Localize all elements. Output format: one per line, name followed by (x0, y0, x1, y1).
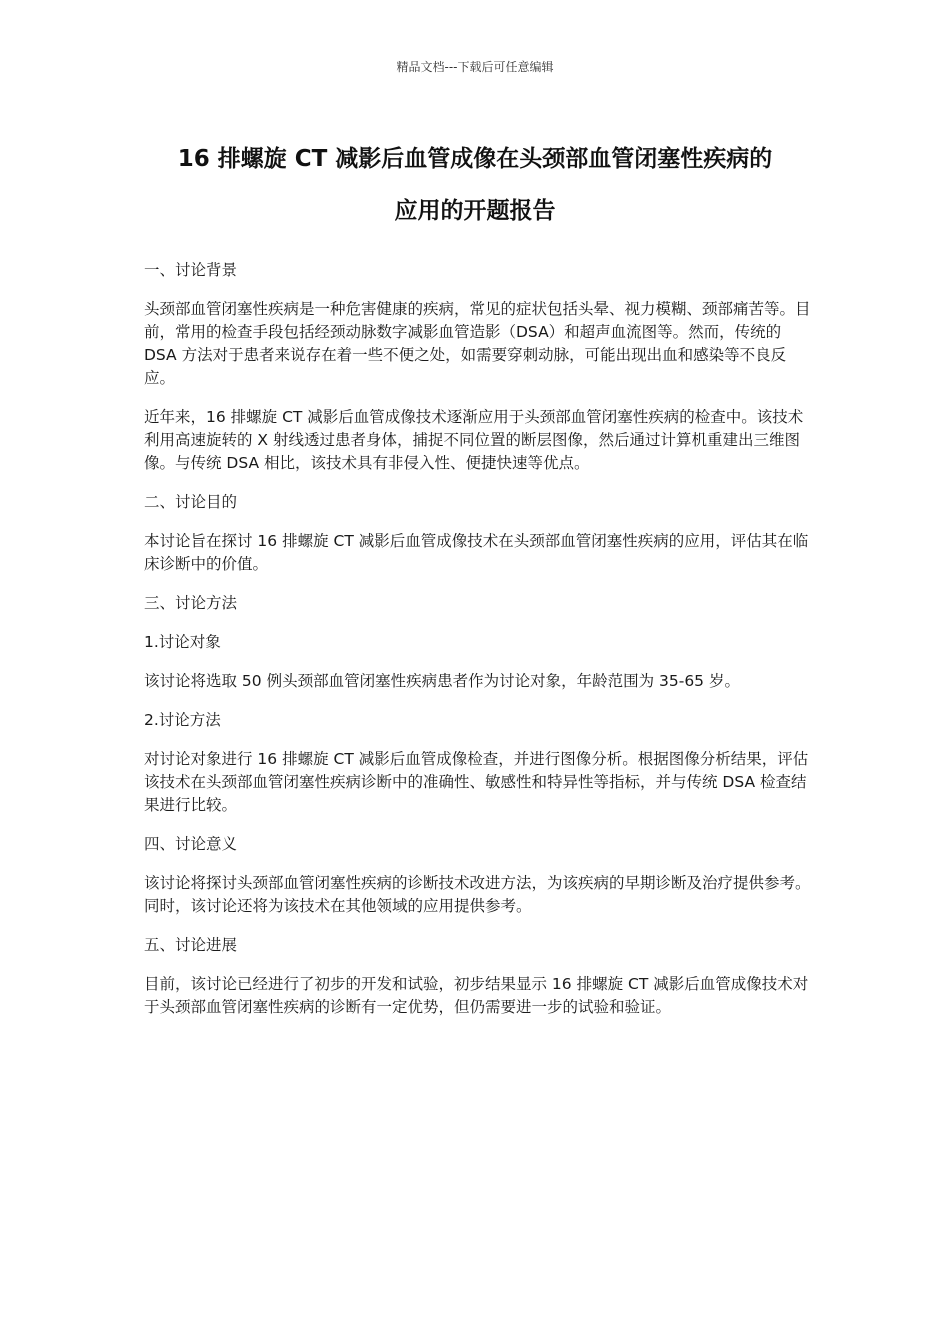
section-heading-progress: 五、讨论进展 (144, 936, 238, 954)
section-heading-significance: 四、讨论意义 (144, 835, 238, 853)
paragraph-purpose: 本讨论旨在探讨 16 排螺旋 CT 减影后血管成像技术在头颈部血管闭塞性疾病的应用，评估其在临床诊断中的价值。 (144, 532, 809, 573)
header-note: 精品文档---下载后可任意编辑 (396, 60, 554, 74)
paragraph-method-approach: 对讨论对象进行 16 排螺旋 CT 减影后血管成像检查，并进行图像分析。根据图像分析结果，评估该技术在头颈部血管闭塞性疾病诊断中的准确性、敏感性和特异性等指标，并与传统 DSA 检查结果进行比较。 (144, 750, 809, 814)
document-title (100, 133, 850, 237)
section-heading-method: 三、讨论方法 (144, 594, 238, 612)
section-heading-background: 一、讨论背景 (144, 261, 238, 279)
document-title-line-1: 16 排螺旋 CT 减影后血管成像在头颈部血管闭塞性疾病的 (177, 146, 773, 172)
paragraph-significance: 该讨论将探讨头颈部血管闭塞性疾病的诊断技术改进方法，为该疾病的早期诊断及治疗提供参考。同时，该讨论还将为该技术在其他领域的应用提供参考。 (144, 874, 811, 915)
paragraph-background-1: 头颈部血管闭塞性疾病是一种危害健康的疾病，常见的症状包括头晕、视力模糊、颈部痛苦等。目前，常用的检查手段包括经颈动脉数字减影血管造影（DSA）和超声血流图等。然而，传统的 DSA 方法对于患者来说存在着一些不便之处，如需要穿刺动脉，可能出现出血和感染等不良反应。 (144, 300, 811, 387)
subheading-method-subjects: 1.讨论对象 (144, 633, 221, 651)
paragraph-background-2: 近年来，16 排螺旋 CT 减影后血管成像技术逐渐应用于头颈部血管闭塞性疾病的检查中。该技术利用高速旋转的 X 射线透过患者身体，捕捉不同位置的断层图像，然后通过计算机重建出三维图像。与传统 DSA 相比，该技术具有非侵入性、便捷快速等优点。 (144, 408, 804, 472)
subheading-method-approach: 2.讨论方法 (144, 711, 221, 729)
paragraph-method-subjects: 该讨论将选取 50 例头颈部血管闭塞性疾病患者作为讨论对象，年龄范围为 35-65 岁。 (144, 672, 740, 690)
paragraph-progress: 目前，该讨论已经进行了初步的开发和试验，初步结果显示 16 排螺旋 CT 减影后血管成像技术对于头颈部血管闭塞性疾病的诊断有一定优势，但仍需要进一步的试验和验证。 (144, 975, 809, 1016)
section-heading-purpose: 二、讨论目的 (144, 493, 238, 511)
document-title-line-2: 应用的开题报告 (394, 198, 556, 224)
document-body (144, 259, 816, 1035)
